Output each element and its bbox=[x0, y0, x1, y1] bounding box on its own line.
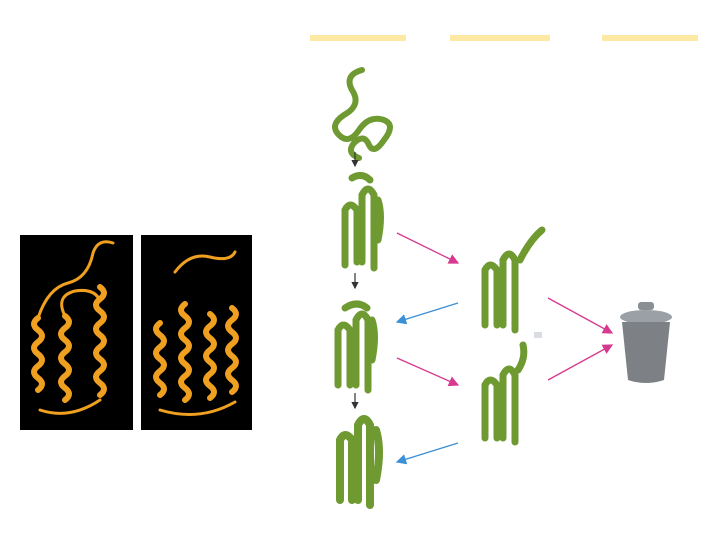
intermediate-protein bbox=[338, 304, 375, 390]
helix-ribbons-b bbox=[156, 252, 236, 415]
trash-can-icon bbox=[620, 302, 672, 383]
unfolded-chain bbox=[335, 70, 390, 158]
molten-globule-protein bbox=[345, 175, 381, 268]
misfolded-protein-2 bbox=[485, 345, 524, 442]
chaperone-arrows bbox=[397, 303, 458, 462]
correctly-folded-protein bbox=[340, 419, 379, 505]
misfolded-protein-1 bbox=[485, 230, 542, 330]
helix-ribbons-a bbox=[34, 242, 113, 414]
